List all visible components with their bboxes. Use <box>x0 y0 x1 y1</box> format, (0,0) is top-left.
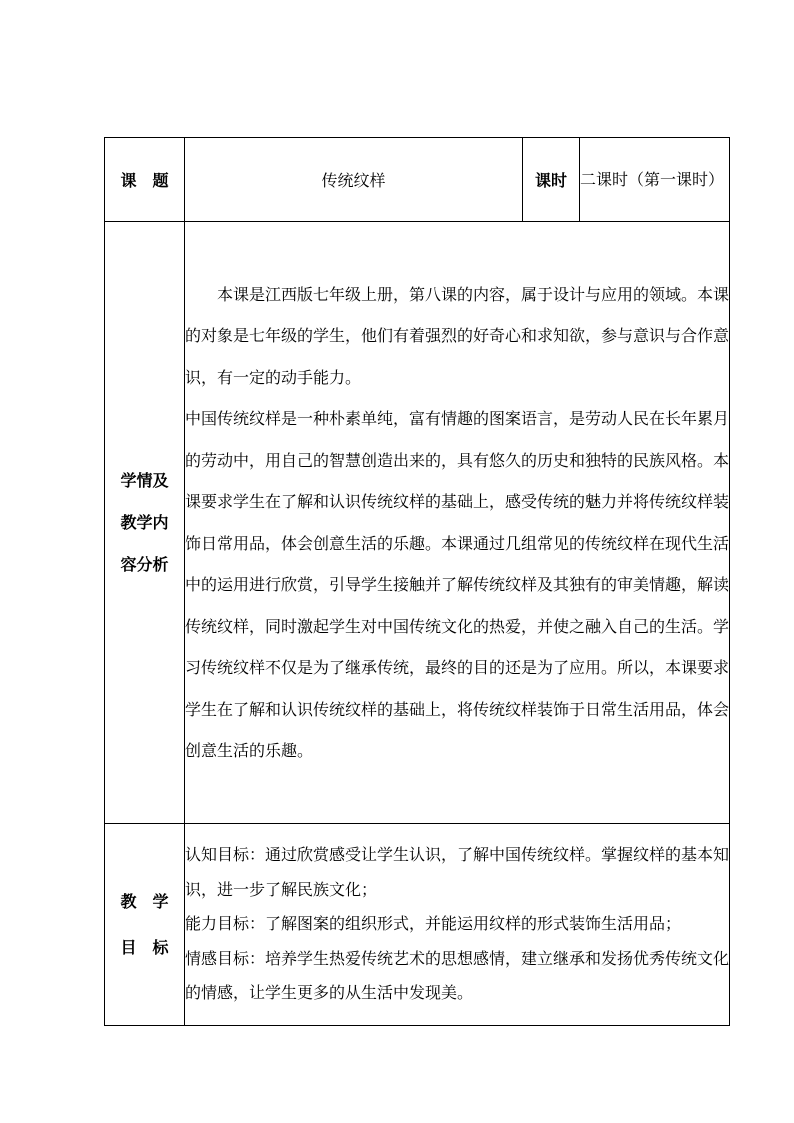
topic-value-cell <box>185 138 523 222</box>
goals-label-cell <box>105 824 185 1026</box>
goals-label-line: 教 学 <box>120 891 169 911</box>
hours-label-cell <box>523 138 580 222</box>
analysis-label <box>105 460 184 586</box>
goal-item-cognitive: 认知目标：通过欣赏感受让学生认识，了解中国传统纹样。掌握纹样的基本知识，进一步了解民族文化； <box>185 845 730 899</box>
analysis-paragraph: 中国传统纹样是一种朴素单纯，富有情趣的图案语言，是劳动人民在长年累月的劳动中，用自己的智慧创造出来的，具有悠久的历史和独特的民族风格。本课要求学生在了解和认识传统纹样的基础上，感受传统的魅力并将传统纹样装饰日常用品，体会创意生活的乐趣。本课通过几组常见的传统纹样在现代生活中的运用进行欣赏，引导学生接触并了解传统纹样及其独有的审美情趣，解读传统纹样，同时激起学生对中国传统文化的热爱，并使之融入自己的生活。学习传统纹样不仅是为了继承传统，最终的目的还是为了应用。所以，本课要求学生在了解和认识传统纹样的基础上，将传统纹样装饰于日常生活用品，体会创意生活的乐趣。 <box>185 409 730 760</box>
hours-value: 二课时（第一课时） <box>580 169 725 189</box>
goals-row <box>105 824 730 1026</box>
goals-label <box>105 879 184 971</box>
topic-value: 传统纹样 <box>321 171 386 190</box>
topic-label-cell <box>105 138 185 222</box>
hours-value-cell <box>580 138 730 222</box>
goal-item-ability: 能力目标：了解图案的组织形式，并能运用纹样的形式装饰生活用品； <box>185 914 682 934</box>
topic-label: 课 题 <box>120 171 169 190</box>
header-row <box>105 138 730 222</box>
analysis-content-cell <box>185 222 730 824</box>
goals-content-cell <box>185 824 730 1026</box>
goal-item-emotion: 情感目标：培养学生热爱传统艺术的思想感情，建立继承和发扬优秀传统文化的情感，让学生更多的从生活中发现美。 <box>185 948 730 1003</box>
goals-label-line: 目 标 <box>120 937 169 957</box>
hours-label: 课时 <box>534 171 567 190</box>
lesson-plan-table <box>104 137 730 1026</box>
analysis-label-line: 容分析 <box>120 554 169 574</box>
analysis-paragraph: 本课是江西版七年级上册，第八课的内容，属于设计与应用的领域。本课的对象是七年级的学生，他们有着强烈的好奇心和求知欲，参与意识与合作意识，有一定的动手能力。 <box>185 284 730 387</box>
analysis-row <box>105 222 730 824</box>
analysis-label-line: 学情及 <box>120 470 169 490</box>
analysis-label-line: 教学内 <box>120 512 169 532</box>
analysis-label-cell <box>105 222 185 824</box>
